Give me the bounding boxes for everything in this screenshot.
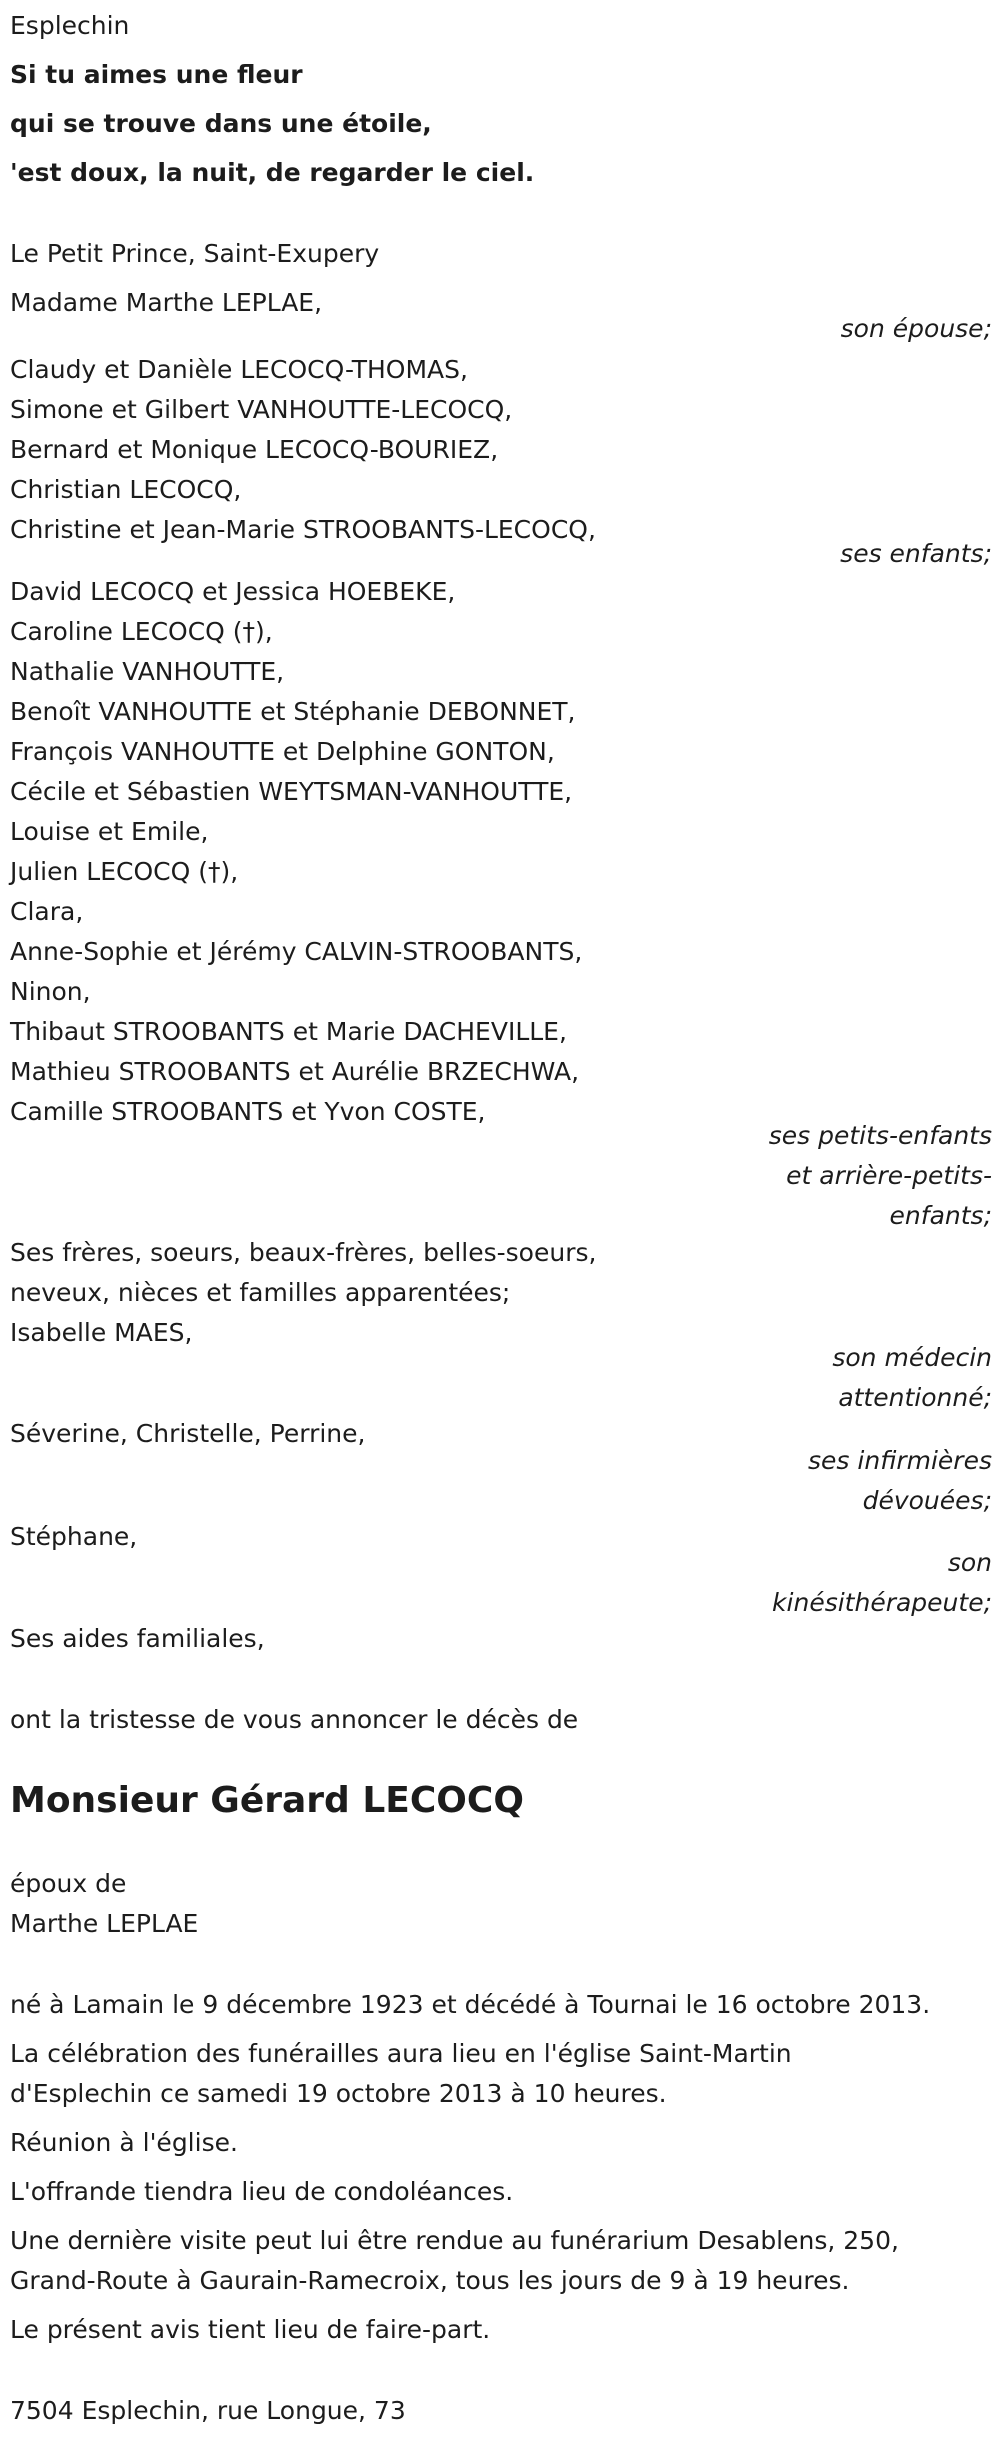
physio-role-1: son bbox=[947, 1548, 992, 1577]
grandchild-5: François VANHOUTTE et Delphine GONTON, bbox=[10, 737, 555, 766]
child-5: Christine et Jean-Marie STROOBANTS-LECOCQ, bbox=[10, 515, 596, 544]
fairepart-text: Le présent avis tient lieu de faire-part. bbox=[10, 2315, 491, 2344]
funeral-line-1: La célébration des funérailles aura lieu en l'église Saint-Martin bbox=[10, 2039, 792, 2068]
grandchildren-role-2: et arrière-petits- bbox=[786, 1161, 992, 1190]
doctor-name: Isabelle MAES, bbox=[10, 1318, 193, 1347]
nurses-role-2: dévouées; bbox=[862, 1486, 992, 1515]
physio-name: Stéphane, bbox=[10, 1522, 138, 1551]
grandchild-14: Camille STROOBANTS et Yvon COSTE, bbox=[10, 1097, 486, 1126]
grandchild-4: Benoît VANHOUTTE et Stéphanie DEBONNET, bbox=[10, 697, 576, 726]
grandchild-13: Mathieu STROOBANTS et Aurélie BRZECHWA, bbox=[10, 1057, 580, 1086]
aides-familiales: Ses aides familiales, bbox=[10, 1624, 265, 1653]
children-role: ses enfants; bbox=[840, 539, 992, 568]
nurses-names: Séverine, Christelle, Perrine, bbox=[10, 1419, 366, 1448]
visit-line-2: Grand-Route à Gaurain-Ramecroix, tous les jours de 9 à 19 heures. bbox=[10, 2266, 850, 2295]
grandchild-7: Louise et Emile, bbox=[10, 817, 209, 846]
spouse-name-repeat: Marthe LEPLAE bbox=[10, 1909, 199, 1938]
grandchildren-role-1: ses petits-enfants bbox=[768, 1121, 992, 1150]
grandchild-6: Cécile et Sébastien WEYTSMAN-VANHOUTTE, bbox=[10, 777, 573, 806]
child-4: Christian LECOCQ, bbox=[10, 475, 242, 504]
grandchild-12: Thibaut STROOBANTS et Marie DACHEVILLE, bbox=[10, 1017, 567, 1046]
deceased-name: Monsieur Gérard LECOCQ bbox=[10, 1780, 524, 1821]
child-2: Simone et Gilbert VANHOUTTE-LECOCQ, bbox=[10, 395, 513, 424]
siblings-line-1: Ses frères, soeurs, beaux-frères, belles-soeurs, bbox=[10, 1238, 597, 1267]
address: 7504 Esplechin, rue Longue, 73 bbox=[10, 2396, 406, 2425]
reunion-text: Réunion à l'église. bbox=[10, 2128, 238, 2157]
grandchild-11: Ninon, bbox=[10, 977, 91, 1006]
birth-death-text: né à Lamain le 9 décembre 1923 et décédé à Tournai le 16 octobre 2013. bbox=[10, 1990, 931, 2019]
physio-role-2: kinésithérapeute; bbox=[772, 1588, 992, 1617]
poem-source: Le Petit Prince, Saint-Exupery bbox=[10, 239, 380, 268]
grandchild-3: Nathalie VANHOUTTE, bbox=[10, 657, 285, 686]
place-name: Esplechin bbox=[10, 11, 130, 40]
grandchild-2: Caroline LECOCQ (†), bbox=[10, 617, 273, 646]
nurses-role-1: ses infirmières bbox=[808, 1446, 992, 1475]
visit-line-1: Une dernière visite peut lui être rendue au funérarium Desablens, 250, bbox=[10, 2226, 899, 2255]
grandchild-10: Anne-Sophie et Jérémy CALVIN-STROOBANTS, bbox=[10, 937, 583, 966]
offrande-text: L'offrande tiendra lieu de condoléances. bbox=[10, 2177, 514, 2206]
grandchild-1: David LECOCQ et Jessica HOEBEKE, bbox=[10, 577, 456, 606]
grandchild-9: Clara, bbox=[10, 897, 84, 926]
announcement-text: ont la tristesse de vous annoncer le décès de bbox=[10, 1705, 579, 1734]
funeral-line-2: d'Esplechin ce samedi 19 octobre 2013 à 10 heures. bbox=[10, 2079, 667, 2108]
doctor-role-2: attentionné; bbox=[838, 1383, 992, 1412]
grandchildren-role-3: enfants; bbox=[889, 1201, 992, 1230]
child-1: Claudy et Danièle LECOCQ-THOMAS, bbox=[10, 355, 468, 384]
epoux-de: époux de bbox=[10, 1869, 127, 1898]
poem-line-3: 'est doux, la nuit, de regarder le ciel. bbox=[10, 158, 535, 187]
grandchild-8: Julien LECOCQ (†), bbox=[10, 857, 239, 886]
spouse-role: son épouse; bbox=[840, 314, 992, 343]
spouse-name: Madame Marthe LEPLAE, bbox=[10, 288, 323, 317]
child-3: Bernard et Monique LECOCQ-BOURIEZ, bbox=[10, 435, 499, 464]
doctor-role-1: son médecin bbox=[832, 1343, 992, 1372]
poem-line-1: Si tu aimes une fleur bbox=[10, 60, 303, 89]
siblings-line-2: neveux, nièces et familles apparentées; bbox=[10, 1278, 511, 1307]
poem-line-2: qui se trouve dans une étoile, bbox=[10, 109, 432, 138]
